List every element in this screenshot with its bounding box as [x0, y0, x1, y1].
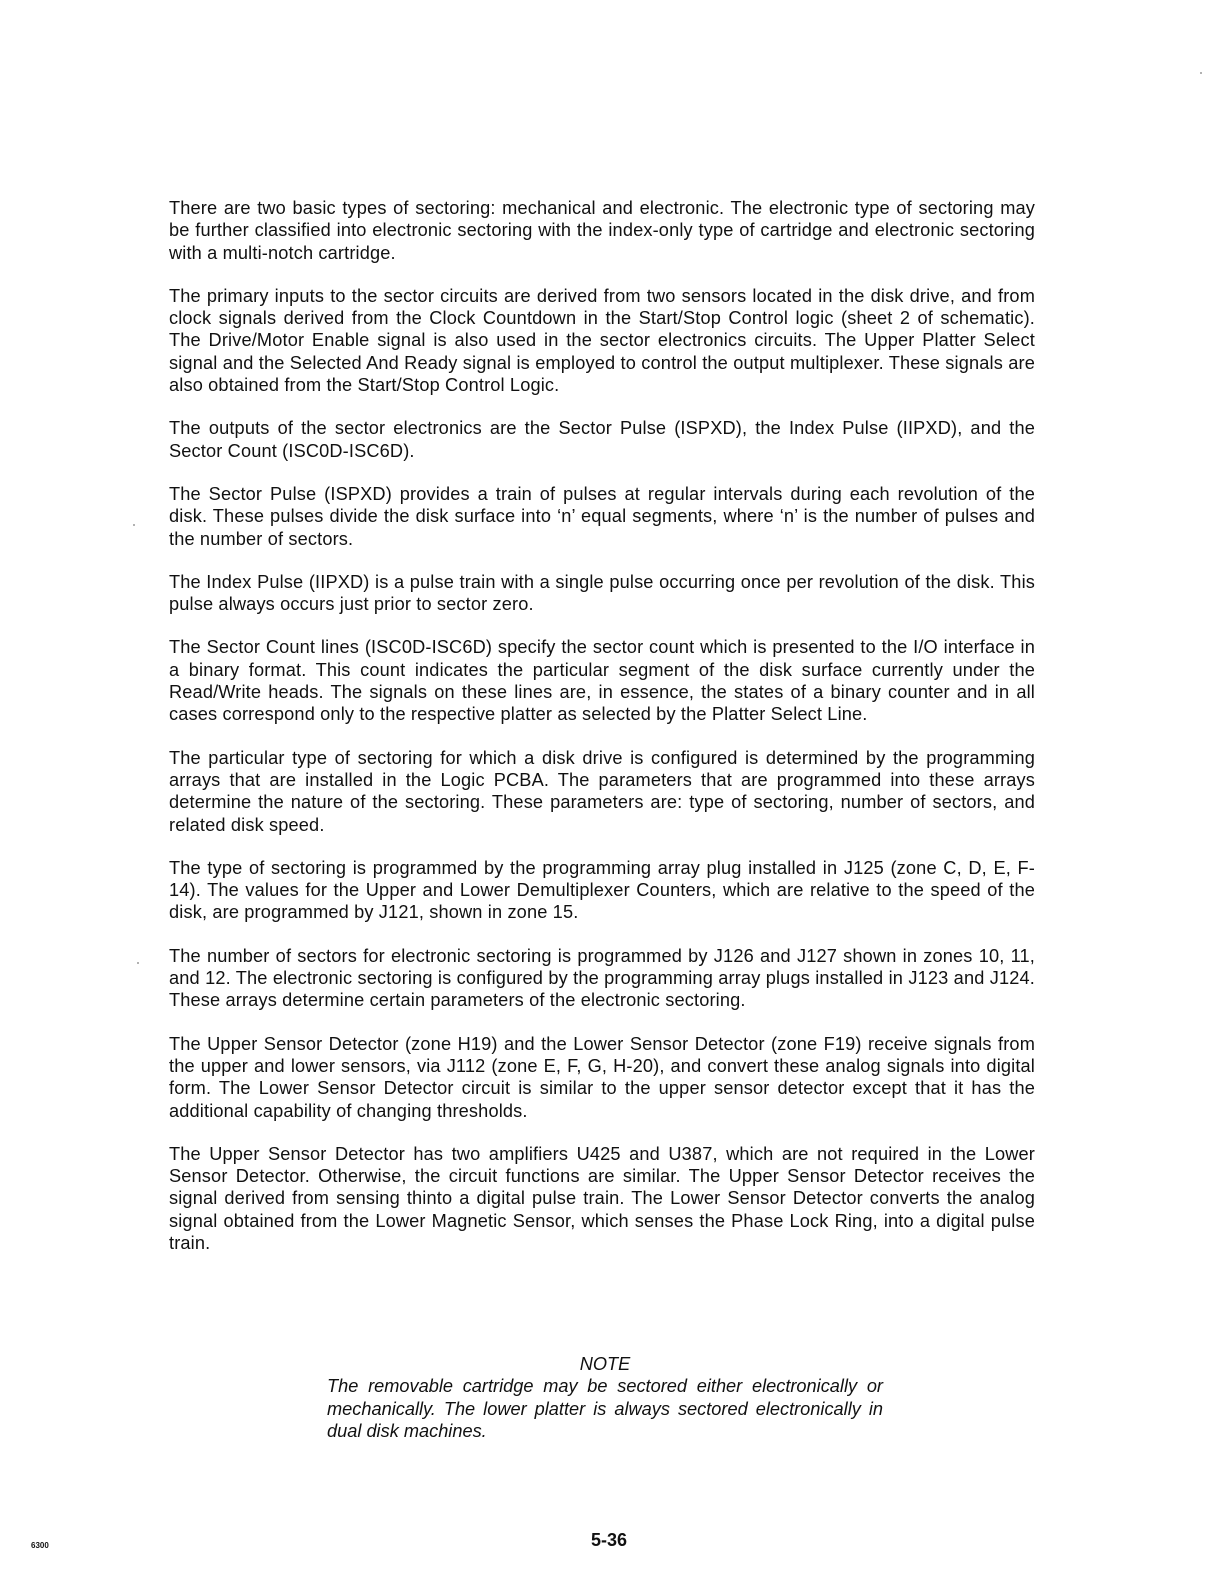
paragraph-sectoring-type-programming: The type of sectoring is programmed by the programming array plug installed in J125 (zone C, D, E, F-14). The values for the Upper and Lower Demultiplexer Counters, which are relative to the speed of the disk, are programmed by J121, shown in zone 15. — [169, 857, 1035, 923]
paragraph-sector-outputs: The outputs of the sector electronics are the Sector Pulse (ISPXD), the Index Pulse (IIPXD), and the Sector Count (ISC0D-ISC6D). — [169, 418, 1035, 461]
paragraph-sector-count: The Sector Count lines (ISC0D-ISC6D) specify the sector count which is presented to the I/O interface in a binary format. This count indicates the particular segment of the disk surface currently under the Read/Write heads. The signals on these lines are, in essence, the states of a binary counter and in all cases correspond only to the respective platter as selected by the Platter Select Line. — [169, 637, 1035, 725]
footer-model-code: 6300 — [31, 1541, 49, 1550]
paragraph-sensor-detectors: The Upper Sensor Detector (zone H19) and the Lower Sensor Detector (zone F19) receive signals from the upper and lower sensors, via J112 (zone E, F, G, H-20), and convert these analog signals into digital form. The Lower Sensor Detector circuit is similar to the upper sensor detector except that it has the additional capability of changing thresholds. — [169, 1033, 1035, 1121]
paragraph-sector-pulse: The Sector Pulse (ISPXD) provides a train of pulses at regular intervals during each revolution of the disk. These pulses divide the disk surface into ‘n’ equal segments, where ‘n’ is the number of pulses and the number of sectors. — [169, 483, 1035, 549]
scan-speck — [137, 962, 139, 964]
paragraph-upper-sensor-detector: The Upper Sensor Detector has two amplifiers U425 and U387, which are not required in the Lower Sensor Detector. Otherwise, the circuit functions are similar. The Upper Sensor Detector receives the signal derived from sensing thinto a digital pulse train. The Lower Sensor Detector converts the analog signal obtained from the Lower Magnetic Sensor, which senses the Phase Lock Ring, into a digital pulse train. — [169, 1143, 1035, 1253]
note-text: The removable cartridge may be sectored either electronically or mechanically. The lower platter is always sectored electronically in dual disk machines. — [327, 1376, 883, 1441]
paragraph-primary-inputs: The primary inputs to the sector circuits are derived from two sensors located in the disk drive, and from clock signals derived from the Clock Countdown in the Start/Stop Control logic (sheet 2 of schematic). The Drive/Motor Enable signal is also used in the sector electronics circuits. The Upper Platter Select signal and the Selected And Ready signal is employed to control the output multiplexer. These signals are also obtained from the Start/Stop Control Logic. — [169, 285, 1035, 396]
paragraph-index-pulse: The Index Pulse (IIPXD) is a pulse train with a single pulse occurring once per revolution of the disk. This pulse always occurs just prior to sector zero. — [169, 571, 1035, 615]
paragraph-programming-arrays: The particular type of sectoring for which a disk drive is configured is determined by the programming arrays that are installed in the Logic PCBA. The parameters that are programmed into these arrays determine the nature of the sectoring. These parameters are: type of sectoring, number of sectors, and related disk speed. — [169, 747, 1035, 835]
note-block — [327, 1353, 883, 1442]
scan-speck — [133, 524, 135, 526]
note-title: NOTE — [579, 1354, 631, 1374]
page-number: 5-36 — [591, 1530, 628, 1550]
scan-speck — [1200, 72, 1202, 74]
body-text — [169, 197, 1035, 1275]
paragraph-sectoring-types: There are two basic types of sectoring: mechanical and electronic. The electronic type of sectoring may be further classified into electronic sectoring with the index-only type of cartridge and electronic sectoring with a multi-notch cartridge. — [169, 198, 1035, 263]
paragraph-number-of-sectors: The number of sectors for electronic sectoring is programmed by J126 and J127 shown in zones 10, 11, and 12. The electronic sectoring is configured by the programming array plugs installed in J123 and J124. These arrays determine certain parameters of the electronic sectoring. — [169, 945, 1035, 1011]
